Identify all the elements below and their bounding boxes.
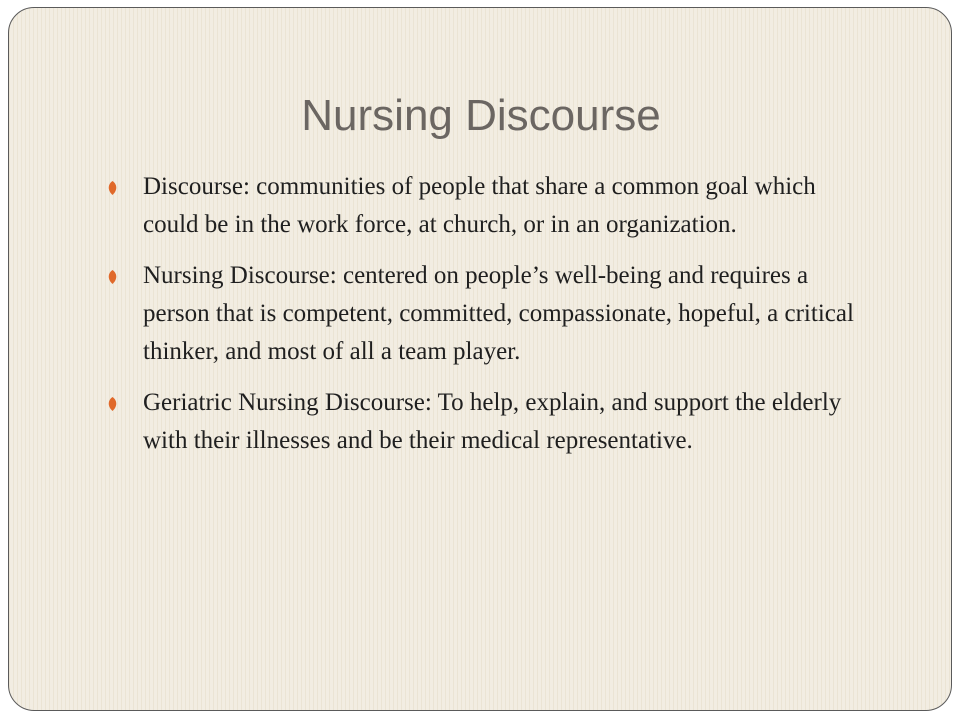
bullet-text: Geriatric Nursing Discourse: To help, explain, and support the elderly with their illnesses and be their medical representative. xyxy=(143,389,842,454)
slide-title: Nursing Discourse xyxy=(301,91,661,140)
slide xyxy=(8,7,952,711)
leaf-bullet-icon xyxy=(107,397,118,411)
bullet-list xyxy=(105,168,875,473)
bullet-text: Nursing Discourse: centered on people’s well-being and requires a person that is competent, committed, compassionate, hopeful, a critical thinker, and most of all a team player. xyxy=(143,262,854,365)
bullet-item xyxy=(105,384,875,460)
leaf-bullet-icon xyxy=(107,181,118,195)
bullet-item xyxy=(105,168,875,244)
leaf-bullet-icon xyxy=(107,270,118,284)
bullet-text: Discourse: communities of people that share a common goal which could be in the work force, at church, or in an organization. xyxy=(143,173,816,238)
bullet-item xyxy=(105,257,875,371)
